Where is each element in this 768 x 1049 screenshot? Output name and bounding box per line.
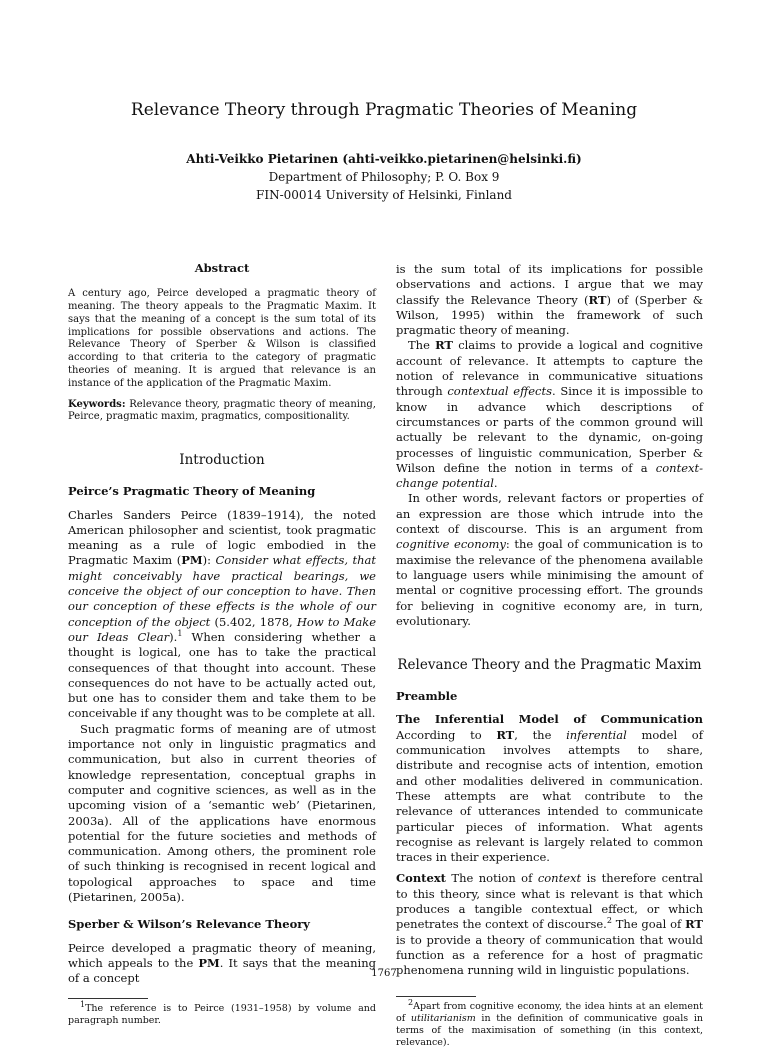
page-number: 1767 [371,968,397,979]
abstract-text: A century ago, Peirce developed a pragmatic theory of meaning. The theory appeals to the Pragmatic Maxim. It says that the meaning of a concept is the sum total of its implications for possible observations and actions. The Relevance Theory of Sperber & Wilson is classified according to that criteria to the category of pragmatic theories of meaning. It is argued that relevance is an instance of the application of the Pragmatic Maxim. [68,288,376,389]
paragraph: Such pragmatic forms of meaning are of utmost importance not only in linguistic pragmatics and communication, but also in current theories of knowledge representation, conceptual graphs in computer and cognitive sciences, as well as in the upcoming vision of a ‘semantic web’ (Pietarinen, 2003a). All of the applications have enormous potential for the future societies and methods of communication. Among others, the prominent role of such thinking is recognised in recent logical and topological approaches to space and time (Pietarinen, 2005a). [68,721,376,904]
keywords [68,399,376,425]
section-heading-introduction: Introduction [179,452,265,469]
author-line: Ahti-Veikko Pietarinen (ahti-veikko.pietarinen@helsinki.fi) [186,152,582,166]
paragraph-heading: Context [396,871,446,886]
footnote-1: $^1$The reference is to Peirce (1931–1958) by volume and paragraph number. [68,1000,376,1027]
footnote-ref: 2 [606,916,612,926]
abstract-heading: Abstract [194,261,250,275]
paragraph: Charles Sanders Peirce (1839–1914), the noted American philosopher and scientist, took pragmatic meaning as a rule of logic embodied in the Pragmatic Maxim (PM): Consider what effects, that might conceivably have practical bearings, we conceive the object of our conception to have. Then our conception of these effects is the whole of our conception of the object (5.402, 1878, How to Make our Ideas Clear).$^1$ When considering whether a thought is logical, one has to take the practical consequences of that thought into account. These consequences do not have to be actually acted out, but one has to consider them and take them to be conceivable if any thought was to be complete at all. [68,507,377,721]
paper-title: Relevance Theory through Pragmatic Theories of Meaning [130,100,638,120]
keywords-label: Keywords: [68,398,126,410]
paragraph: In other words, relevant factors or properties of an expression are those which intrude into the context of discourse. This is an argument from cognitive economy: the goal of communication is to maximise the relevance of the phenomena available to language users while minimising the amount of mental or cognitive processing effort. The grounds for believing in cognitive economy are, in turn, evolutionary. [396,491,703,628]
footnote-2: $^2$Apart from cognitive economy, the idea hints at an element of utilitarianism in the definition of communicative goals in terms of the maximisation of something (in this context, relevance). [396,998,703,1049]
subsection-heading-preamble: Preamble [396,689,458,704]
footnote-rule [68,998,148,999]
affiliation-line-2: FIN-00014 University of Helsinki, Finland [256,188,512,202]
paragraph-heading: The Inferential Model of Communication [396,712,703,727]
quote: Consider what effects, that might conceivably have practical bearings, we conceive the object of our conception to have. Then our conception of these effects is the whole of our conception of the object [68,553,377,629]
abstract [68,288,376,424]
footnote-ref: 1 [177,629,183,639]
section-heading-relevance-theory: Relevance Theory and the Pragmatic Maxim [397,657,702,674]
affiliation-line-1: Department of Philosophy; P. O. Box 9 [268,170,500,184]
footnote-rule [396,996,476,997]
left-column [68,255,376,1027]
subsection-heading-peirce: Peirce’s Pragmatic Theory of Meaning [68,484,316,499]
keywords-text: Relevance theory, pragmatic theory of meaning, Peirce, pragmatic maxim, pragmatics, compositionality. [68,398,376,423]
paragraph: is the sum total of its implications for possible observations and actions. I argue that we may classify the Relevance Theory (RT) of (Sperber & Wilson, 1995) within the framework of such pragmatic theory of meaning. [396,262,703,338]
author-block [0,150,768,204]
paragraph: Peirce developed a pragmatic theory of meaning, which appeals to the PM. It says that the meaning of a concept [68,940,376,986]
right-column [396,262,703,1049]
subsection-heading-sperber-wilson: Sperber & Wilson’s Relevance Theory [68,917,310,932]
paragraph: Context The notion of context is therefore central to this theory, since what is relevant is that which produces a tangible contextual effect, or which penetrates the context of discourse.$^2$ The goal of RT is to provide a theory of communication that would function as a reference for a host of pragmatic phenomena running wild in linguistic populations. [396,871,703,978]
paragraph: The RT claims to provide a logical and cognitive account of relevance. It attempts to capture the notion of relevance in communicative situations through contextual effects. Since it is impossible to know in advance which descriptions of circumstances or parts of the common ground will actually be relevant to the dynamic, on-going processes of linguistic communication, Sperber & Wilson define the notion in terms of a context-change potential. [396,338,703,491]
paragraph: The Inferential Model of Communication According to RT, the inferential model of communication involves attempts to share, distribute and recognise acts of intention, emotion and other modalities delivered in communication. These attempts are what contribute to the relevance of utterances intended to communicate particular pieces of information. What agents recognise as relevant is largely related to common traces in their experience. [396,712,703,865]
